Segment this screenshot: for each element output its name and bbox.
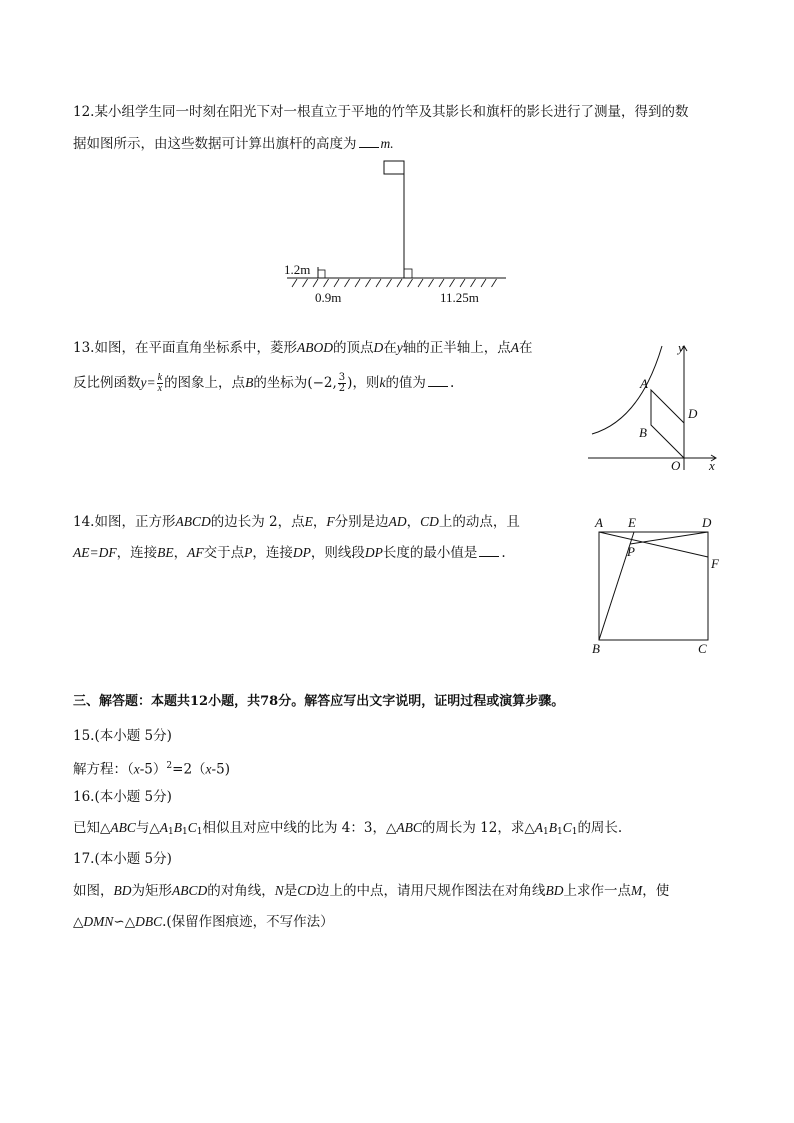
label-a: A xyxy=(595,515,603,530)
q17-body-2: △DMN∽△DBC.(保留作图痕迹，不写作法） xyxy=(73,914,334,930)
label-f: F xyxy=(711,556,719,571)
label-e: E xyxy=(628,515,636,530)
label-b: B xyxy=(639,425,647,440)
label-y: y xyxy=(678,340,684,355)
flag-shadow-label: 11.25m xyxy=(440,290,479,305)
q16-header: 16.(本小题 5分) xyxy=(73,789,172,805)
q12-line-1: 12.某小组学生同一时刻在阳光下对一根直立于平地的竹竿及其影长和旗杆的影长进行了测量，得到的数 xyxy=(73,104,689,120)
q14-line-1: 14.如图，正方形ABCD的边长为 2，点E，F分别是边AD，CD上的动点，且 xyxy=(73,514,520,530)
label-d: D xyxy=(702,515,712,530)
q15-header: 15.(本小题 5分) xyxy=(73,728,172,744)
label-p: P xyxy=(627,544,635,559)
q12-line-2: 据如图所示，由这些数据可计算出旗杆的高度为 m. xyxy=(73,136,394,152)
fraction-three-halves: $\frac{3}{2}$ xyxy=(338,372,346,394)
pole-height-label: 1.2m xyxy=(284,262,311,277)
q15-body: 解方程：$(x-5)^2=2(x-5)$ xyxy=(73,761,230,778)
q14-line-2: AE=DF，连接BE，AF交于点P，连接DP，则线段DP长度的最小值是 . xyxy=(73,545,506,561)
label-a: A xyxy=(640,376,648,391)
label-d: D xyxy=(688,406,698,421)
segment-dp xyxy=(630,532,708,544)
q16-body: 已知△ABC与$\triangle A_1B_1C_1$相似且对应中线的比为 4：3，△ABC的周长为 12，求$\triangle A_1B_1C_1$的周长. xyxy=(73,820,623,837)
label-b: B xyxy=(592,641,600,656)
question-number: 12. xyxy=(73,104,95,120)
segment-af xyxy=(599,532,708,557)
square-abcd xyxy=(599,532,708,640)
pole-shadow-label: 0.9m xyxy=(315,290,342,305)
label-x: x xyxy=(709,458,715,473)
q17-header: 17.(本小题 5分) xyxy=(73,851,172,867)
label-o: O xyxy=(671,458,681,473)
fraction-k-over-x: $\frac{k}{x}$ xyxy=(157,372,163,394)
label-c: C xyxy=(698,641,707,656)
section-heading: 三、解答题：本题共12小题，共78分。解答应写出文字说明，证明过程或演算步骤。 xyxy=(73,694,565,709)
q17-body-1: 如图，BD为矩形ABCD的对角线，N是CD边上的中点，请用尺规作图法在对角线BD上求作一点M，使 xyxy=(73,883,670,899)
q13-line-1: 13.如图，在平面直角坐标系中，菱形ABOD的顶点D在y轴的正半轴上，点A在 xyxy=(73,340,533,356)
q13-line-2: 反比例函数y= $\frac{k}{x}$ 的图象上，点B的坐标为(−2, $\frac{3}{2}$ )，则k的值为 . xyxy=(73,372,455,394)
